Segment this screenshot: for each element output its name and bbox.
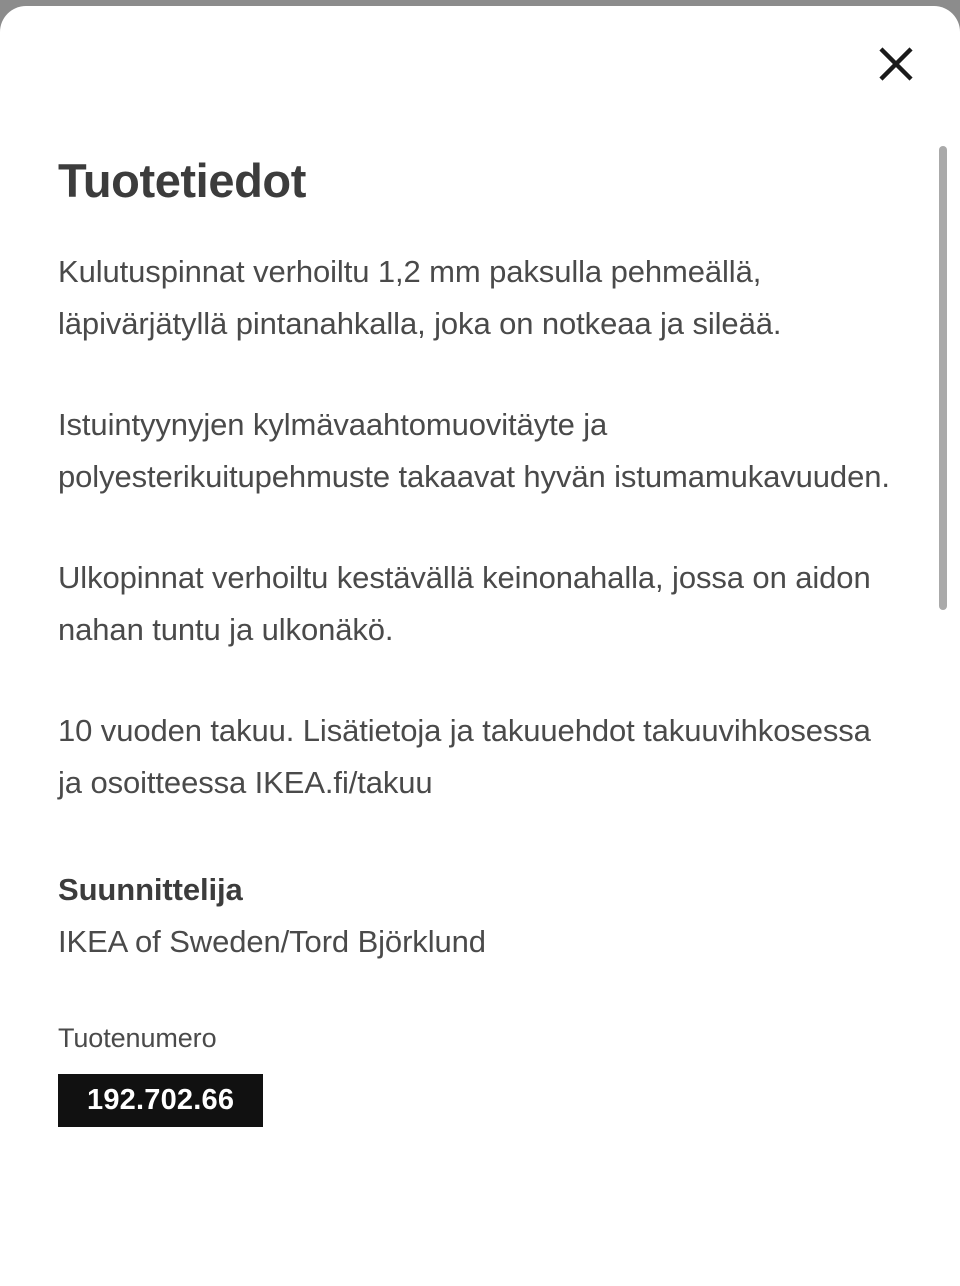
article-number-badge: 192.702.66: [58, 1074, 263, 1127]
modal-scroll-body[interactable]: [0, 140, 960, 1286]
article-number-section: [58, 1021, 902, 1127]
description-paragraph: 10 vuoden takuu. Lisätietoja ja takuuehdot takuuvihkosessa ja osoitteessa IKEA.fi/takuu: [58, 713, 871, 800]
modal-header: [0, 6, 960, 140]
description-paragraph: Istuintyynyjen kylmävaahtomuovitäyte ja polyesterikuitupehmuste takaavat hyvän istumamukavuuden.: [58, 407, 890, 494]
close-button[interactable]: [860, 28, 932, 100]
description-paragraph: Kulutuspinnat verhoiltu 1,2 mm paksulla pehmeällä, läpivärjätyllä pintanahkalla, joka on notkeaa ja sileää.: [58, 254, 782, 341]
product-description-list: [58, 246, 902, 809]
product-information-modal: [0, 6, 960, 1286]
article-number-label: Tuotenumero: [58, 1023, 217, 1053]
designer-heading: Suunnittelija: [58, 872, 243, 907]
description-paragraph: Ulkopinnat verhoiltu kestävällä keinonahalla, jossa on aidon nahan tuntu ja ulkonäkö.: [58, 560, 871, 647]
close-x-icon: [879, 47, 913, 81]
page-title: Tuotetiedot: [58, 154, 306, 207]
scrollbar-track[interactable]: [938, 146, 948, 1166]
scrollbar-thumb[interactable]: [939, 146, 947, 610]
designer-name: IKEA of Sweden/Tord Björklund: [58, 924, 486, 959]
designer-section: [58, 864, 902, 968]
